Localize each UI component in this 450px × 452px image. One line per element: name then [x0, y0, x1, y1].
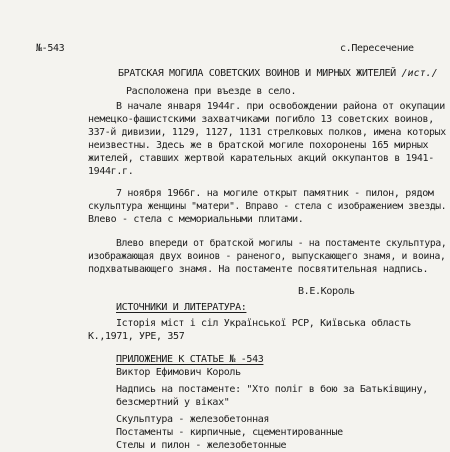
inscription-line: безсмертний у віках"	[116, 397, 230, 408]
body-line: 7 ноября 1966г. на могиле открыт памятник - пилон, рядом	[116, 188, 434, 199]
appendix-heading: ПРИЛОЖЕНИЕ К СТАТЬЕ № -543	[116, 354, 264, 365]
body-line: немецко-фашистскими захватчиками погибло 13 советских воинов,	[88, 114, 434, 125]
document-number: №-543	[36, 43, 65, 54]
body-line: В начале января 1944г. при освобождении района от окупации	[116, 101, 445, 112]
body-line: Влево - стела с мемориальными плитами.	[88, 214, 304, 225]
material-line: Скульптура - железобетонная	[116, 414, 270, 425]
body-line: подхватывающего знамя. На постаменте посвятительная надпись.	[88, 264, 429, 275]
inscription-line: Надпись на постаменте: "Хто поліг в бою за Батьківщину,	[116, 384, 428, 395]
body-line: неизвестны. Здесь же в братской могиле похоронены 165 мирных	[88, 140, 429, 151]
material-line: Постаменты - кирпичные, сцементированные	[116, 427, 343, 438]
title-handwritten-note: /ист./	[401, 68, 438, 79]
body-line: скульптура женщины "матери". Вправо - стела с изображением звезды.	[88, 201, 447, 212]
body-line: 337-й дивизии, 1129, 1127, 1131 стрелковых полков, имена которых	[88, 127, 446, 138]
body-line: изображающая двух воинов - раненого, выпускающего знамя, и воина,	[88, 251, 446, 262]
sources-heading: ИСТОЧНИКИ И ЛИТЕРАТУРА:	[116, 302, 247, 313]
source-line: Історія міст і сіл Української РСР, Київська область	[116, 318, 411, 329]
body-line: 1944г.г.	[88, 166, 134, 177]
place-name: с.Пересечение	[340, 43, 414, 54]
appendix-author: Виктор Ефимович Король	[116, 367, 241, 378]
body-line: Влево впереди от братской могилы - на постаменте скульптура,	[116, 238, 447, 249]
source-line: К.,1971, УРЕ, 357	[88, 331, 185, 342]
document-title	[118, 68, 438, 80]
body-line: жителей, ставших жертвой карательных акций оккупантов в 1941-	[88, 153, 434, 164]
body-line: Расположена при въезде в село.	[126, 86, 297, 97]
title-text: БРАТСКАЯ МОГИЛА СОВЕТСКИХ ВОИНОВ И МИРНЫХ ЖИТЕЛЕЙ	[118, 68, 396, 79]
author-signature: В.Е.Король	[298, 286, 355, 297]
material-line: Стелы и пилон - железобетонные	[116, 440, 287, 451]
